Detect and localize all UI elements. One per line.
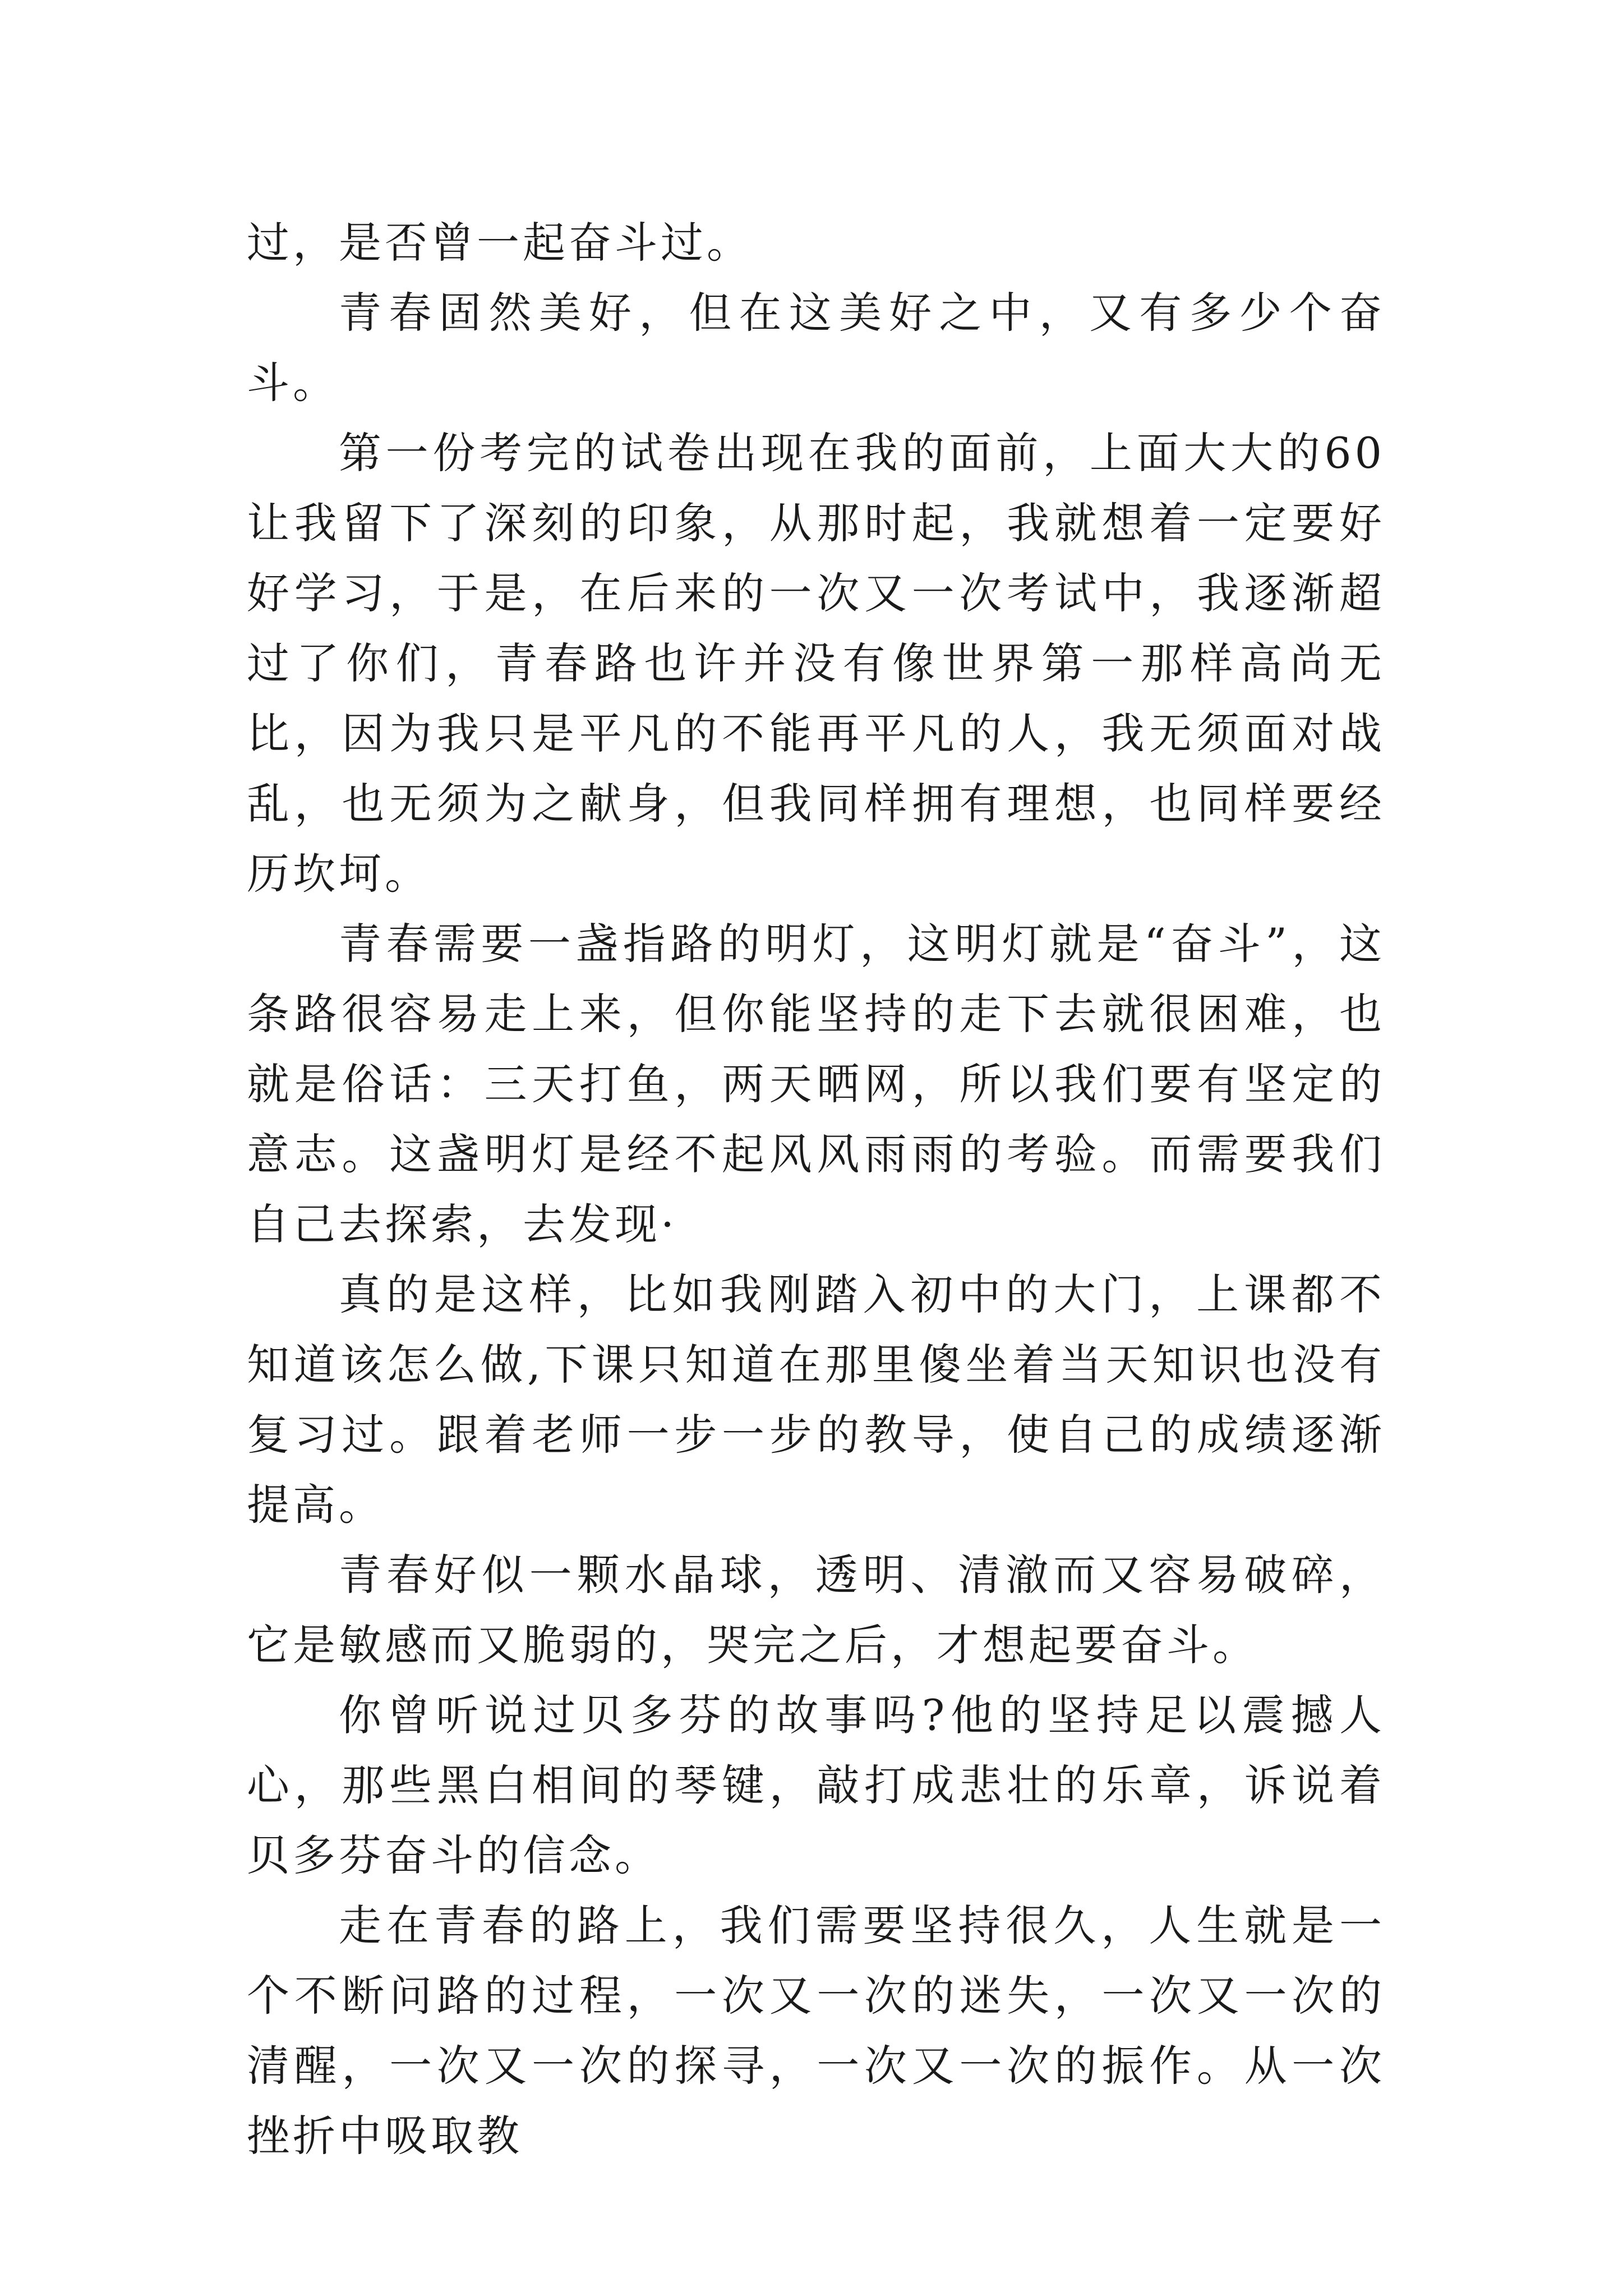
paragraph: 真的是这样，比如我刚踏入初中的大门，上课都不知道该怎么做,下课只知道在那里傻坐着当天知识也没有复习过。跟着老师一步一步的教导，使自己的成绩逐渐提高。 bbox=[247, 1269, 1385, 1530]
paragraph-continuation: 过，是否曾一起奋斗过。 bbox=[247, 218, 753, 268]
paragraph: 你曾听说过贝多芬的故事吗?他的坚持足以震撼人心，那些黑白相间的琴键，敲打成悲壮的乐章，诉说着贝多芬奋斗的信念。 bbox=[247, 1690, 1385, 1880]
paragraph: 青春好似一颗水晶球，透明、清澈而又容易破碎，它是敏感而又脆弱的，哭完之后，才想起要奋斗。 bbox=[247, 1550, 1385, 1670]
body-text bbox=[247, 208, 1385, 2171]
paragraph: 走在青春的路上，我们需要坚持很久，人生就是一个不断问路的过程，一次又一次的迷失，一次又一次的清醒，一次又一次的探寻，一次又一次的振作。从一次挫折中吸取教 bbox=[247, 1901, 1385, 2161]
paragraph: 青春需要一盏指路的明灯，这明灯就是“奋斗”，这条路很容易走上来，但你能坚持的走下去就很困难，也就是俗话：三天打鱼，两天晒网，所以我们要有坚定的意志。这盏明灯是经不起风风雨雨的考验。而需要我们自己去探索，去发现· bbox=[247, 919, 1385, 1249]
paragraph: 青春固然美好，但在这美好之中，又有多少个奋斗。 bbox=[247, 288, 1385, 408]
paragraph: 第一份考完的试卷出现在我的面前，上面大大的60让我留下了深刻的印象，从那时起，我就想着一定要好好学习，于是，在后来的一次又一次考试中，我逐渐超过了你们，青春路也许并没有像世界第一那样高尚无比，因为我只是平凡的不能再平凡的人，我无须面对战乱，也无须为之献身，但我同样拥有理想，也同样要经历坎坷。 bbox=[247, 428, 1385, 899]
